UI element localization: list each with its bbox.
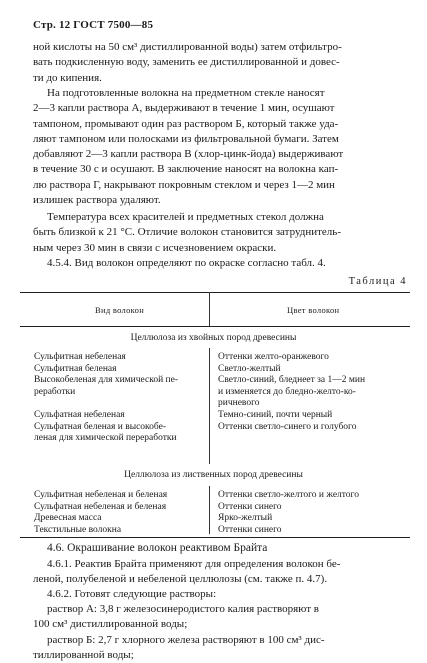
table-row-text: Оттенки синего [218,524,282,535]
table-row-text: Высокобеленая для химической пе- [34,375,178,386]
text-line: 2—3 капли раствора А, выдерживают в течение 1 мин, осушают [33,102,335,115]
text-line: 100 см³ дистиллированной воды; [33,618,188,631]
table-row-text: Светло-синий, бледнеет за 1—2 мин [218,375,366,386]
table-bottom-rule [20,537,410,538]
table-row-text: реработки [34,386,76,397]
table-header-rule [20,326,410,327]
table-row-text: Сульфитная беленая [34,363,117,374]
text-line: добавляют 2—3 капли раствора В (хлор-цинк-йода) выдерживают [33,148,344,161]
paragraph-solutions [33,602,407,661]
paragraph-462 [33,587,407,602]
text-line: ти до кипения. [33,71,102,84]
text-line: 4.5.4. Вид волокон определяют по окраске согласно табл. 4. [47,257,326,269]
table-row-text: Оттенки синего [218,501,282,512]
table-row-text: ричневого [218,398,260,409]
table-row-text: Сульфитная небеленая и беленая [34,490,168,500]
text-line: Температура всех красителей и предметных стекол должна [47,211,324,223]
text-line: раствор А: 3,8 г железосинеродистого калия растворяют в [47,603,320,615]
table-row-text: и изменяется до бледно-желто-ко- [218,386,356,397]
table-row-text: Сульфитная небеленая [34,352,126,362]
text-line: ляют тампоном или полосками из фильтровальной бумаги. Затем [33,132,339,145]
text-line: ным через 30 мин в связи с исчезновением окраски. [33,241,277,254]
table-row-text: Оттенки желто-оранжевого [218,352,329,362]
text-line: излишек раствора удаляют. [33,194,161,207]
spacer [34,398,178,410]
text-line: 4.6.1. Реактив Брайта применяют для определения волокон бе- [47,558,341,570]
paragraph-continuation [33,40,407,86]
text-line: вать подкисленную воду, заменить ее дистиллированной и довес- [33,56,340,69]
table-column-divider [209,348,210,464]
table-row-text: Оттенки светло-синего и голубого [218,421,357,432]
text-line: ной кислоты на 50 см³ дистиллированной воды) затем отфильтро- [33,41,342,53]
table-cell-color [218,490,359,536]
text-line: На подготовленные волокна на предметном стекле наносят [47,87,325,99]
paragraph-454 [33,256,407,271]
text-line: 4.6.2. Готовят следующие растворы: [47,588,217,600]
table-row-text: леная для химической переработки [34,433,177,444]
table-header-divider [209,292,210,326]
table-cell-color [218,352,365,433]
paragraph-procedure [33,86,407,208]
text-line: в течение 30 с и осушают. В заключение наносят на волокна кап- [33,163,339,176]
text-line: быть близкой к 21 °С. Отличие волокон становится затруднитель- [33,226,341,239]
table-section-title: Целлюлоза из лиственных пород древесины [124,470,303,480]
paragraph-temperature [33,210,407,256]
text-line: тампоном, промывают один раз раствором Б, который также уда- [33,117,339,130]
table-section-title: Целлюлоза из хвойных пород древесины [130,333,297,343]
text-line: леной, полубеленой и небеленой целлюлозы (см. также п. 4.7). [33,573,328,586]
table-header-color: Цвет волокон [287,305,340,315]
table-caption: Таблица 4 [348,276,407,287]
text-line: лю раствора Г, накрывают покровным стеклом и через 1—2 мин [33,178,335,191]
text-line: 4.6. Окрашивание волокон реактивом Брайта [47,542,268,554]
table-row-text: Текстильные волокна [34,524,122,535]
table-row-text: Светло-желтый [218,363,281,374]
table-column-divider [209,486,210,534]
table-row-text: Сульфатная небеленая и беленая [34,501,167,512]
table-row-text: Древесная масса [34,513,102,524]
table-cell-kind [34,352,178,445]
table-row-text: Ярко-желтый [218,513,273,524]
table-row-text: Сульфатная небеленая [34,409,125,420]
table-row-text: Сульфатная беленая и высокобе- [34,421,167,432]
table-row-text: Темно-синий, почти черный [218,409,333,420]
text-line: тиллированной воды; [33,648,134,661]
section-title-46 [33,541,407,556]
paragraph-461 [33,557,407,588]
table-cell-kind [34,490,167,536]
table-top-rule [20,292,410,293]
table-header-kind: Вид волокон [95,305,145,315]
page-header: Стр. 12 ГОСТ 7500—85 [33,19,154,31]
table-row-text: Оттенки светло-желтого и желтого [218,490,359,500]
text-line: раствор Б: 2,7 г хлорного железа растворяют в 100 см³ дис- [47,633,325,646]
